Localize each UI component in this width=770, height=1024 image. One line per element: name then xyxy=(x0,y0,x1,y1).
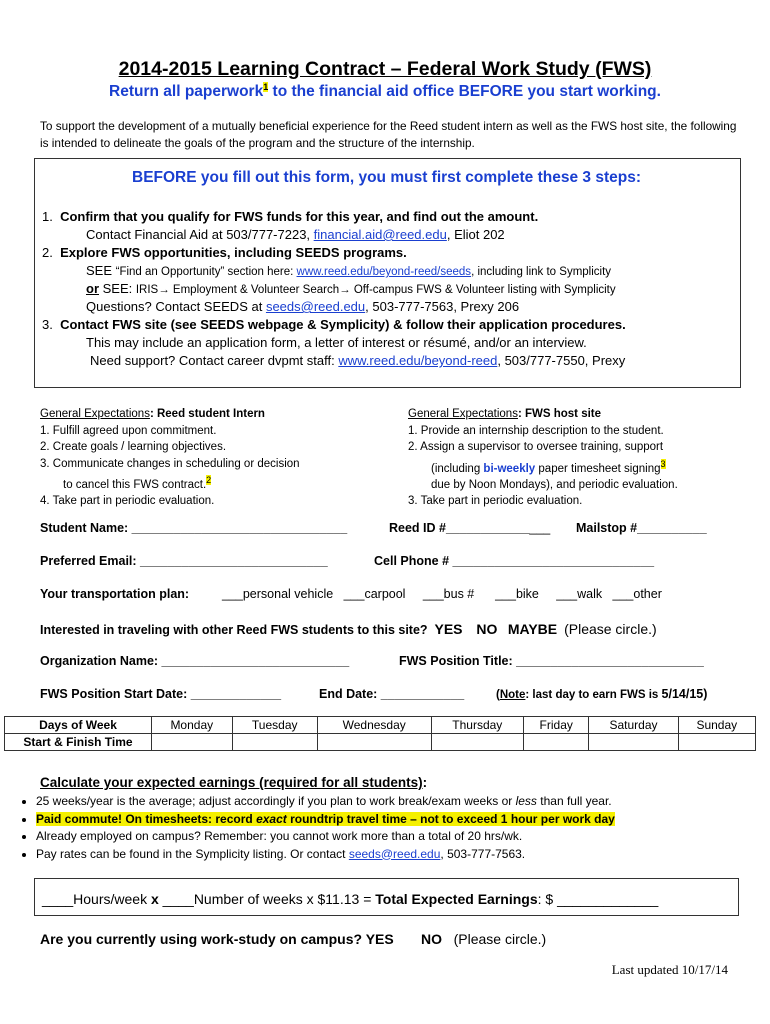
footnote-3: 3 xyxy=(660,458,666,469)
bullet-4-a: Pay rates can be found in the Symplicity listing. Or contact xyxy=(36,846,349,861)
position-title-field[interactable]: FWS Position Title: ___________________________ xyxy=(399,654,704,668)
mailstop-field[interactable]: Mailstop #__________ xyxy=(576,521,707,535)
step-2-see-label: SEE xyxy=(86,263,116,278)
travel-maybe-option[interactable]: MAYBE xyxy=(507,621,558,637)
bi-weekly-text: bi-weekly xyxy=(483,462,536,475)
workstudy-no-option[interactable]: NO xyxy=(420,931,442,947)
steps-heading: BEFORE you fill out this form, you must first complete these 3 steps: xyxy=(132,169,641,186)
student-expectation-2: 2. Create goals / learning objectives. xyxy=(40,441,227,453)
step-3-title: Contact FWS site (see SEEDS webpage & Symplicity) & follow their application procedures. xyxy=(60,317,626,332)
days-of-week-label: Days of Week xyxy=(5,717,152,734)
time-cell-friday[interactable] xyxy=(524,734,589,751)
step-2-questions xyxy=(86,299,519,314)
note-close: ) xyxy=(703,687,708,701)
table-row xyxy=(5,717,756,734)
start-finish-label: Start & Finish Time xyxy=(5,734,152,751)
step-2 xyxy=(42,245,407,260)
bullet-1-b: than full year. xyxy=(536,794,612,808)
total-label: Total Expected Earnings xyxy=(375,891,538,907)
bullet-2-a: Paid commute! On timesheets: record xyxy=(36,811,257,826)
last-updated: Last updated 10/17/14 xyxy=(611,962,728,977)
time-cell-thursday[interactable] xyxy=(431,734,523,751)
step-3-line-2-b: , 503/777-7550, Prexy xyxy=(497,353,626,368)
day-sunday: Sunday xyxy=(678,717,755,734)
times-sign: x xyxy=(150,891,159,907)
day-monday: Monday xyxy=(152,717,233,734)
weeks-blank: ____ xyxy=(158,891,194,907)
host-expectation-2: 2. Assign a supervisor to oversee training, support xyxy=(408,441,664,453)
page-title: 2014-2015 Learning Contract – Federal Work Study (FWS) xyxy=(118,58,652,80)
step-1 xyxy=(42,209,538,224)
host-expectations-head-b: : FWS host site xyxy=(517,408,602,420)
student-expectation-1: 1. Fulfill agreed upon commitment. xyxy=(40,424,217,437)
student-expectations-head-u: General Expectations xyxy=(40,408,150,420)
time-cell-sunday[interactable] xyxy=(678,734,755,751)
step-2-or-word: or xyxy=(86,281,99,296)
schedule-table xyxy=(4,716,756,751)
travel-question xyxy=(40,621,657,637)
workstudy-yes-option[interactable]: YES xyxy=(365,931,394,947)
step-1-contact-a: Contact Financial Aid at 503/777-7223, xyxy=(86,227,314,242)
host-expectation-2-cont xyxy=(408,456,758,477)
transportation-options[interactable]: ___personal vehicle ___carpool ___bus # ___bike ___walk ___other xyxy=(222,587,662,601)
day-saturday: Saturday xyxy=(589,717,678,734)
intro-paragraph: To support the development of a mutually beneficial experience for the Reed student intern as well as the FWS host site, the following is intended to delineate the goals of the program and the structure of the internship. xyxy=(40,119,737,150)
step-3-line-2-a: Need support? Contact career dvpmt staff: xyxy=(90,353,339,368)
note-label: Note xyxy=(499,689,526,701)
step-3-line-1: This may include an application form, a letter of interest or résumé, and/or an interview. xyxy=(86,335,587,350)
workstudy-circle-note: (Please circle.) xyxy=(453,931,547,947)
day-wednesday: Wednesday xyxy=(317,717,431,734)
cell-phone-field[interactable]: Cell Phone # _____________________________ xyxy=(374,554,655,568)
beyond-reed-link[interactable]: www.reed.edu/beyond-reed xyxy=(338,353,498,368)
hours-label: Hours/week xyxy=(73,891,151,907)
paid-commute-highlight xyxy=(36,812,615,826)
financial-aid-email-link[interactable]: financial.aid@reed.edu xyxy=(313,227,447,242)
step-1-contact xyxy=(86,227,505,242)
student-expectations xyxy=(40,406,400,510)
note-open: ( xyxy=(496,689,500,701)
reed-id-tail: ___ xyxy=(529,521,551,535)
student-name-field[interactable]: Student Name: _______________________________ xyxy=(40,521,348,535)
day-thursday: Thursday xyxy=(431,717,523,734)
start-date-field[interactable]: FWS Position Start Date: _____________ xyxy=(40,687,282,701)
email-field[interactable]: Preferred Email: ___________________________ xyxy=(40,554,328,568)
earnings-bullets xyxy=(18,793,756,863)
step-2-iris-path: IRIS→ Employment & Volunteer Search→ Off-campus FWS & Volunteer listing with Symplicity xyxy=(135,284,616,296)
list-item xyxy=(36,793,756,811)
step-3-line-2 xyxy=(90,353,625,368)
note-date: 5/14/15 xyxy=(661,687,704,701)
seeds-email-link[interactable]: seeds@reed.edu xyxy=(265,299,366,314)
step-2-questions-b: , 503-777-7563, Prexy 206 xyxy=(365,299,520,314)
footnote-1: 1 xyxy=(263,82,269,92)
earnings-calc-line[interactable] xyxy=(42,891,658,907)
travel-question-text: Interested in traveling with other Reed FWS students to this site? xyxy=(40,623,428,637)
bullet-1-a: 25 weeks/year is the average; adjust accordingly if you plan to work break/exam weeks or xyxy=(36,794,516,808)
list-item: • Already employed on campus? Remember: you cannot work more than a total of 20 hrs/wk. xyxy=(36,828,756,846)
step-3 xyxy=(42,317,626,332)
earnings-heading xyxy=(40,775,427,790)
step-2-num: 2. xyxy=(42,245,53,260)
student-expectation-3-cont-text: to cancel this FWS contract. xyxy=(63,478,207,491)
host-expectations-heading xyxy=(408,406,758,423)
seeds-email-link-2[interactable]: seeds@reed.edu xyxy=(348,846,441,861)
student-expectations-head-b: : Reed student Intern xyxy=(149,408,265,420)
student-expectation-3: 3. Communicate changes in scheduling or decision xyxy=(40,457,300,470)
bullet-1-em: less xyxy=(515,794,537,808)
last-day-note xyxy=(496,687,707,701)
note-text: : last day to earn FWS is xyxy=(525,689,662,701)
weeks-label: Number of weeks x $11.13 = xyxy=(193,891,376,907)
bullet-4-b: , 503-777-7563. xyxy=(440,846,526,861)
day-friday: Friday xyxy=(524,717,589,734)
student-expectations-heading xyxy=(40,406,400,423)
bullet-2-b: roundtrip travel time – not to exceed 1 hour per work day xyxy=(286,811,615,826)
reed-id-field[interactable] xyxy=(389,521,550,535)
step-1-num: 1. xyxy=(42,209,53,224)
travel-yes-option[interactable]: YES xyxy=(434,621,463,637)
transportation-label: Your transportation plan: xyxy=(40,587,190,601)
host-expectation-2-cont-a: (including xyxy=(431,462,484,475)
list-item xyxy=(36,811,756,829)
step-3-num: 3. xyxy=(42,317,53,332)
time-cell-wednesday[interactable] xyxy=(317,734,431,751)
travel-circle-note: (Please circle.) xyxy=(564,621,657,637)
total-blank: : $ _____________ xyxy=(537,891,659,907)
time-cell-tuesday[interactable] xyxy=(232,734,317,751)
step-2-questions-a: Questions? Contact SEEDS at xyxy=(86,299,266,314)
step-2-see-tail: , including link to Symplicity xyxy=(471,266,612,278)
day-tuesday: Tuesday xyxy=(232,717,317,734)
step-2-title: Explore FWS opportunities, including SEEDS programs. xyxy=(60,245,407,260)
step-1-title: Confirm that you qualify for FWS funds for this year, and find out the amount. xyxy=(60,209,539,224)
host-expectations xyxy=(408,406,758,510)
host-expectation-2-cont2: due by Noon Mondays), and periodic evaluation. xyxy=(431,478,678,491)
host-expectation-3: 3. Take part in periodic evaluation. xyxy=(408,495,583,508)
step-1-contact-b: , Eliot 202 xyxy=(446,227,505,242)
time-cell-saturday[interactable] xyxy=(589,734,678,751)
host-expectation-2-cont-b: paper timesheet signing xyxy=(535,462,661,475)
end-date-field[interactable]: End Date: ____________ xyxy=(319,687,465,701)
step-2-or xyxy=(86,281,616,296)
reed-id-label: Reed ID #____________ xyxy=(389,521,530,535)
student-expectation-4: 4. Take part in periodic evaluation. xyxy=(40,495,215,508)
subtitle-start: Return all paperwork xyxy=(109,83,264,101)
bullet-2-em: exact xyxy=(256,811,287,826)
page-subtitle xyxy=(0,82,770,101)
seeds-url-link[interactable]: www.reed.edu/beyond-reed/seeds xyxy=(296,266,472,278)
earnings-heading-text: Calculate your expected earnings (required for all students) xyxy=(40,775,423,790)
host-expectation-1: 1. Provide an internship description to the student. xyxy=(408,424,664,437)
subtitle-end: to the financial aid office BEFORE you start working. xyxy=(268,83,661,101)
step-2-or-see: SEE: xyxy=(99,281,136,296)
hours-blank: ____ xyxy=(42,891,74,907)
earnings-heading-colon: : xyxy=(422,775,428,790)
organization-name-field[interactable]: Organization Name: ___________________________ xyxy=(40,654,350,668)
workstudy-question xyxy=(40,931,546,947)
step-2-see-text: “Find an Opportunity” section here: xyxy=(115,266,297,278)
workstudy-question-text: Are you currently using work-study on campus? xyxy=(40,931,363,947)
student-expectation-3-cont xyxy=(40,472,400,493)
list-item xyxy=(36,846,756,864)
step-2-see xyxy=(86,263,611,278)
host-expectations-head-u: General Expectations xyxy=(408,408,518,420)
time-cell-monday[interactable] xyxy=(152,734,233,751)
footnote-2: 2 xyxy=(206,475,212,485)
travel-no-option[interactable]: NO xyxy=(476,621,498,637)
table-row xyxy=(5,734,756,751)
